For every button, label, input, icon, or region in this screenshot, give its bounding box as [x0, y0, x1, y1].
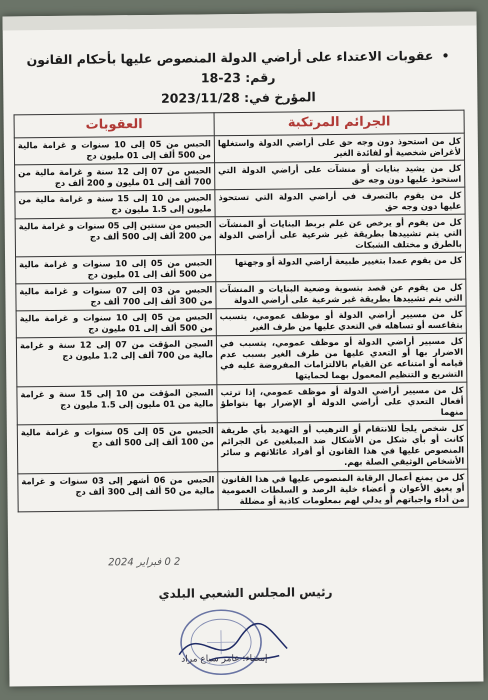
penalty-cell: الحبس من سنتين إلى 05 سنوات و غرامة مالية من 200 ألف إلى 500 ألف دج	[15, 217, 215, 257]
penalty-cell: الحبس من 10 إلى 15 سنة و غرامة مالية من مليون إلى 1.5 مليون دج	[15, 190, 215, 219]
crime-cell: كل من استحوذ دون وجه حق على أراضي الدولة واستغلها لأغراض شخصية أو لفائدة الغير	[214, 133, 464, 163]
signer-name: إمضاء: عامر سباع مراد	[181, 653, 268, 665]
table-row	[18, 469, 468, 512]
table-row	[17, 420, 467, 474]
header-penalties: العقوبات	[14, 113, 214, 138]
signer-title: رئيس المجلس الشعبي البلدي	[158, 585, 333, 601]
penalty-cell: الحبس من 05 إلى 10 سنوات و غرامة مالية من 500 ألف إلى 01 مليون دج	[16, 309, 216, 338]
header-bullet: •	[441, 48, 450, 63]
penalty-cell: الحبس من 06 أشهر إلى 03 سنوات و غرامة مالية من 50 ألف إلى 300 ألف دج	[18, 472, 218, 512]
crime-cell: كل مسيير أراضي الدولة أو موظف عمومي، يتسبب في الاضرار بها أو التعدي عليها من طرف الغير بسبب عدم قيامه أو امتناعه عن القيام بالالتزامات المفروضة عليه في التشريع و التنظيم المعمول بهما لحمايتها	[216, 333, 466, 385]
crime-cell: كل شخص يلجأ للانتقام أو الترهيب أو التهديد بأي طريقة كانت أو بأي شكل من الأشكال ضد المبلغين عن الجرائم المنصوص عليها في هذا القانون أو أفراد عائلاتهم و سائر الأشخاص الوثيقي الصلة بهم.	[217, 420, 467, 472]
penalty-cell: السجن المؤقت من 10 إلى 15 سنة و غرامة مالية من 01 مليون إلى 1.5 مليون دج	[17, 385, 217, 425]
document-header	[17, 46, 460, 111]
crime-cell: كل من مسيير أراضي الدولة أو موظف عمومي، إذا ترتب أفعال التعدي على أراضي الدولة أو الإضرار بها بتواطؤ منهما	[217, 382, 467, 423]
penalty-cell: الحبس من 03 إلى 07 سنوات و غرامة مالية من 300 ألف إلى 700 ألف دج	[16, 282, 216, 311]
penalty-cell: السجن المؤقت من 07 إلى 12 سنة و غرامة مالية من 700 ألف إلى 1.2 مليون دج	[16, 336, 217, 387]
paper-top-edge	[3, 12, 477, 31]
crime-cell: كل من يشيد بنايات أو منشآت على أراضي الدولة التي استحوذ عليها دون وجه حق	[215, 160, 465, 190]
header-crimes: الجرائم المرتكبة	[214, 110, 464, 136]
table-row	[16, 333, 466, 387]
header-line-1	[17, 46, 459, 91]
penalty-cell: الحبس من 07 إلى 12 سنة و غرامة مالية من 700 ألف إلى 01 مليون و 200 ألف دج	[15, 163, 215, 192]
crime-cell: كل من مسيير أراضي الدولة أو موظف عمومي، يتسبب بتقاعسه أو تساهله في التعدي عليها من طرف الغير	[216, 306, 466, 336]
header-title: عقوبات الاعتداء على أراضي الدولة المنصوص عليها بأحكام القانون رقم: 23-18	[26, 47, 434, 86]
crime-cell: كل من يقوم أو يرخص عن علم بربط البنايات أو المنشآت التي يتم تشييدها بطريقة غير شرعية على أراضي الدولة بالطرق و مختلف الشبكات	[215, 214, 465, 255]
handwritten-signature	[169, 613, 300, 674]
date-stamp: 2 0 فبراير 2024	[108, 556, 181, 569]
crime-cell: كل من يمنع أعمال الرقابة المنصوص عليها في هذا القانون أو يعيق الأعوان و أعضاء خلية الرصد و السلطات العمومية من أداء واجباتهم أو يدلي لهم بمعلومات كاذبة أو مضللة	[218, 469, 468, 510]
table-row	[15, 214, 465, 257]
table-row	[17, 382, 467, 425]
crime-cell: كل من يقوم عن قصد بتسوية وضعية البنايات و المنشآت التي يتم تشييدها بطريقة غير شرعية على أراضي الدولة	[216, 279, 466, 309]
penalties-table	[14, 110, 469, 513]
penalty-cell: الحبس من 05 إلى 10 سنوات و غرامة مالية من 500 ألف إلى 01 مليون دج	[16, 255, 216, 284]
crime-cell: كل من يقوم عمدا بتغيير طبيعة أراضي الدولة أو وجهتها	[216, 252, 466, 282]
document-page	[3, 12, 484, 687]
penalty-cell: الحبس من 05 إلى 05 سنوات و غرامة مالية من 100 ألف إلى 500 ألف دج	[17, 423, 218, 474]
header-line-2: المؤرخ في: 2023/11/28	[160, 89, 316, 106]
crime-cell: كل من يقوم بالتصرف في أراضي الدولة التي تستحوذ عليها دون وجه حق	[215, 187, 465, 217]
penalty-cell: الحبس من 05 إلى 10 سنوات و غرامة مالية من 500 ألف إلى 01 مليون دج	[14, 136, 214, 165]
